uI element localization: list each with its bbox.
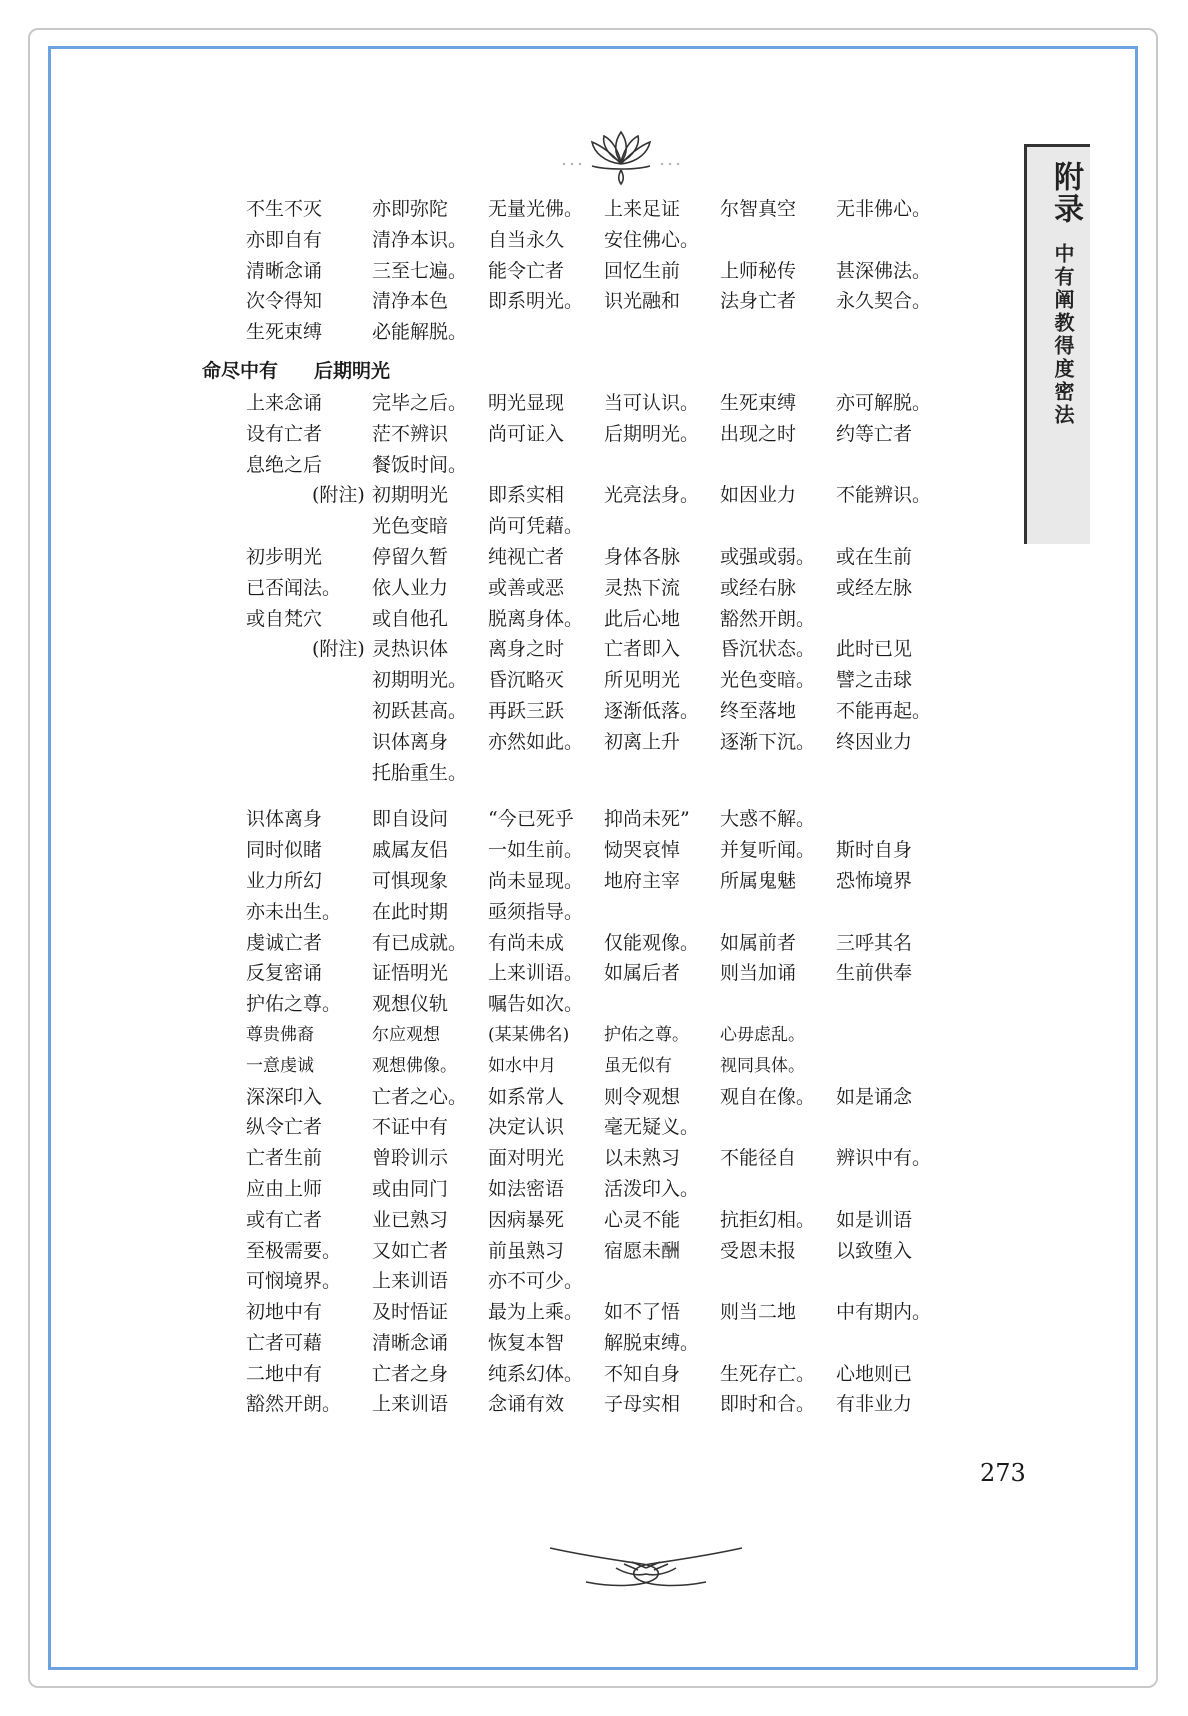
verse-line (202, 419, 1022, 450)
verse-phrase: 不知自身 (604, 1362, 681, 1385)
verse-phrase: 约等亡者 (836, 422, 913, 445)
verse-phrase: 昏沉状态。 (720, 638, 816, 661)
verse-phrase: 识体离身 (246, 808, 323, 831)
verse-phrase: 终因业力 (836, 730, 913, 753)
verse-phrase: 如不了悟 (604, 1301, 681, 1324)
annotation-label: (附注) (312, 638, 365, 661)
verse-line (202, 665, 1022, 696)
verse-phrase: 亡者可藉 (246, 1331, 323, 1354)
verse-phrase: 三呼其名 (836, 931, 913, 954)
verse-phrase: 豁然开朗。 (720, 607, 816, 630)
verse-phrase: 有非业力 (836, 1393, 913, 1416)
verse-phrase: 即时和合。 (720, 1393, 816, 1416)
verse-phrase: 子母实相 (604, 1393, 681, 1416)
verse-phrase: 初期明光 (372, 484, 449, 507)
verse-phrase: 识光融和 (604, 290, 681, 313)
verse-phrase: 则当加诵 (720, 962, 797, 985)
verse-phrase: 曾聆训示 (372, 1147, 449, 1170)
verse-phrase: 豁然开朗。 (246, 1393, 342, 1416)
verse-phrase: 安住佛心。 (604, 228, 700, 251)
verse-line (202, 1389, 1022, 1420)
verse-line (202, 897, 1022, 928)
verse-phrase: 恸哭哀悼 (604, 839, 681, 862)
verse-phrase: 如是训语 (836, 1208, 913, 1231)
verse-phrase: 纵令亡者 (246, 1116, 323, 1139)
chapter-subtitle: 中有阐教得度密法 (1051, 243, 1075, 427)
verse-phrase: 生前供奉 (836, 962, 913, 985)
verse-phrase: 心毋虑乱。 (720, 1024, 805, 1045)
verse-phrase: 戚属友侣 (372, 839, 449, 862)
verse-phrase: 恐怖境界 (836, 869, 913, 892)
page-number: 273 (980, 1459, 1026, 1487)
verse-phrase: 亡者生前 (246, 1147, 323, 1170)
verse-phrase: 尊贵佛裔 (246, 1024, 314, 1045)
verse-phrase: 不能辨识。 (836, 484, 932, 507)
verse-phrase: 纯系幻体。 (488, 1362, 584, 1385)
verse-phrase: 亦即弥陀 (372, 198, 449, 220)
verse-phrase: 托胎重生。 (372, 761, 468, 784)
verse-phrase: 譬之击球 (836, 669, 913, 692)
verse-phrase: 观自在像。 (720, 1085, 816, 1108)
verse-phrase: 上来足证 (604, 198, 681, 220)
verse-line (202, 1143, 1022, 1174)
verse-phrase: 尚可凭藉。 (488, 515, 584, 538)
verse-phrase: 上来训语 (372, 1393, 449, 1416)
verse-phrase: 餐饭时间。 (372, 453, 468, 476)
verse-phrase: 完毕之后。 (372, 391, 468, 414)
verse-phrase: 或在生前 (836, 545, 913, 568)
verse-line (202, 958, 1022, 989)
verse-phrase: 必能解脱。 (372, 321, 468, 344)
verse-phrase: 三至七遍。 (372, 259, 468, 282)
verse-phrase: 初地中有 (246, 1301, 323, 1324)
verse-line (202, 1297, 1022, 1328)
verse-line (202, 758, 1022, 789)
verse-phrase: 仅能观像。 (604, 931, 700, 954)
verse-phrase: 即系实相 (488, 484, 565, 507)
verse-phrase: 亡者之心。 (372, 1085, 468, 1108)
verse-line (202, 866, 1022, 897)
verse-line (202, 1236, 1022, 1267)
verse-phrase: 心灵不能 (604, 1208, 681, 1231)
verse-line (202, 1020, 1022, 1051)
verse-phrase: 即系明光。 (488, 290, 584, 313)
heading-part-2: 后期明光 (314, 359, 391, 382)
hands-ornament-icon (546, 1534, 746, 1594)
verse-phrase: (某某佛名) (488, 1024, 570, 1045)
verse-phrase: 及时悟证 (372, 1301, 449, 1324)
section-heading (202, 354, 1022, 388)
verse-line (202, 317, 1022, 348)
verse-phrase: 至极需要。 (246, 1239, 342, 1262)
verse-phrase: 此时已见 (836, 638, 913, 661)
verse-phrase: 有已成就。 (372, 931, 468, 954)
verse-phrase: 清净本识。 (372, 228, 468, 251)
verse-phrase: 证悟明光 (372, 962, 449, 985)
verse-phrase: 无非佛心。 (836, 198, 932, 220)
verse-phrase: 如是诵念 (836, 1085, 913, 1108)
verse-phrase: 亟须指导。 (488, 900, 584, 923)
verse-phrase: 则令观想 (604, 1085, 681, 1108)
verse-phrase: 上来念诵 (246, 391, 323, 414)
verse-phrase: 可惧现象 (372, 869, 449, 892)
verse-phrase: 息绝之后 (246, 453, 323, 476)
verse-phrase: 或自他孔 (372, 607, 449, 630)
verse-line (202, 989, 1022, 1020)
verse-phrase: 亡者之身 (372, 1362, 449, 1385)
verse-phrase: 最为上乘。 (488, 1301, 584, 1324)
verse-phrase: 视同具体。 (720, 1055, 805, 1076)
verse-phrase: 心地则已 (836, 1362, 913, 1385)
verse-phrase: 初步明光 (246, 545, 323, 568)
verse-phrase: 明光显现 (488, 391, 565, 414)
verse-phrase: 所见明光 (604, 669, 681, 692)
verse-phrase: 毫无疑义。 (604, 1116, 700, 1139)
verse-phrase: 如属前者 (720, 931, 797, 954)
verse-line (202, 1082, 1022, 1113)
verse-phrase: 业力所幻 (246, 869, 323, 892)
verse-phrase: 决定认识 (488, 1116, 565, 1139)
verse-phrase: 如属后者 (604, 962, 681, 985)
verse-phrase: 解脱束缚。 (604, 1331, 700, 1354)
verse-phrase: 或自梵穴 (246, 607, 323, 630)
verse-phrase: 同时似睹 (246, 839, 323, 862)
verse-phrase: 大惑不解。 (720, 808, 816, 831)
chapter-side-tab (1024, 144, 1090, 544)
verse-phrase: 有尚未成 (488, 931, 565, 954)
verse-line (202, 696, 1022, 727)
verse-phrase: 纯视亡者 (488, 545, 565, 568)
verse-phrase: 护佑之尊。 (246, 993, 342, 1016)
verse-phrase: 尚可证入 (488, 422, 565, 445)
verse-line (202, 256, 1022, 287)
verse-phrase: 出现之时 (720, 422, 797, 445)
verse-phrase: 以未熟习 (604, 1147, 681, 1170)
verse-phrase: 灵热下流 (604, 576, 681, 599)
verse-line (202, 1051, 1022, 1082)
verse-text (202, 194, 1022, 1420)
verse-phrase: 灵热识体 (372, 638, 449, 661)
verse-phrase: 以致堕入 (836, 1239, 913, 1262)
verse-line (202, 573, 1022, 604)
verse-phrase: 观想仪轨 (372, 993, 449, 1016)
verse-phrase: 亦可解脱。 (836, 391, 932, 414)
verse-phrase: 不能径自 (720, 1147, 797, 1170)
verse-line (202, 450, 1022, 481)
verse-phrase: 已否闻法。 (246, 576, 342, 599)
verse-phrase: 一意虔诚 (246, 1055, 314, 1076)
verse-phrase: 昏沉略灭 (488, 669, 565, 692)
verse-phrase: 终至落地 (720, 699, 797, 722)
verse-phrase: 光色变暗。 (720, 669, 816, 692)
verse-phrase: 尔应观想 (372, 1024, 440, 1045)
verse-phrase: 斯时自身 (836, 839, 913, 862)
verse-phrase: 当可认识。 (604, 391, 700, 414)
verse-phrase: 又如亡者 (372, 1239, 449, 1262)
verse-phrase: 二地中有 (246, 1362, 323, 1385)
verse-phrase: 亦即自有 (246, 228, 323, 251)
verse-line (202, 225, 1022, 256)
verse-section-2 (202, 388, 1022, 788)
verse-phrase: 或经左脉 (836, 576, 913, 599)
verse-phrase: 回忆生前 (604, 259, 681, 282)
verse-phrase: 亦不可少。 (488, 1270, 584, 1293)
verse-phrase: 或经右脉 (720, 576, 797, 599)
verse-phrase: 生死存亡。 (720, 1362, 816, 1385)
verse-phrase: 并复听闻。 (720, 839, 816, 862)
verse-phrase: 所属鬼魅 (720, 869, 797, 892)
verse-phrase: 抑尚未死” (604, 808, 690, 831)
verse-phrase: 能令亡者 (488, 259, 565, 282)
verse-phrase: 初离上升 (604, 730, 681, 753)
verse-phrase: 逐渐低落。 (604, 699, 700, 722)
verse-phrase: 法身亡者 (720, 290, 797, 313)
verse-phrase: 则当二地 (720, 1301, 797, 1324)
verse-phrase: 恢复本智 (488, 1331, 565, 1354)
verse-phrase: 虽无似有 (604, 1055, 672, 1076)
verse-phrase: 业已熟习 (372, 1208, 449, 1231)
verse-phrase: 上师秘传 (720, 259, 797, 282)
verse-phrase: 生死束缚 (246, 321, 323, 344)
verse-phrase: 虔诚亡者 (246, 931, 323, 954)
verse-phrase: 上来训语。 (488, 962, 584, 985)
verse-phrase: 尔智真空 (720, 198, 797, 220)
verse-phrase: 或有亡者 (246, 1208, 323, 1231)
verse-line (202, 1112, 1022, 1143)
annotation-label: (附注) (312, 484, 365, 507)
verse-line (202, 1205, 1022, 1236)
verse-line (202, 1359, 1022, 1390)
verse-phrase: “今已死乎 (488, 808, 574, 831)
verse-line (202, 1174, 1022, 1205)
verse-line (202, 388, 1022, 419)
verse-phrase: 上来训语 (372, 1270, 449, 1293)
verse-phrase: 反复密诵 (246, 962, 323, 985)
verse-phrase: 观想佛像。 (372, 1055, 457, 1076)
verse-phrase: 亡者即入 (604, 638, 681, 661)
verse-phrase: 初跃甚高。 (372, 699, 468, 722)
verse-phrase: 如法密语 (488, 1177, 565, 1200)
verse-phrase: 中有期内。 (836, 1301, 932, 1324)
verse-phrase: 清净本色 (372, 290, 449, 313)
verse-phrase: 设有亡者 (246, 422, 323, 445)
heading-part-1: 命尽中有 (202, 359, 279, 382)
verse-phrase: 自当永久 (488, 228, 565, 251)
verse-line (202, 194, 1022, 225)
verse-phrase: 亦未出生。 (246, 900, 342, 923)
lotus-ornament-icon (556, 126, 686, 186)
verse-phrase: 亦然如此。 (488, 730, 584, 753)
verse-phrase: 如因业力 (720, 484, 797, 507)
verse-phrase: 光色变暗 (372, 515, 449, 538)
verse-phrase: 或善或恶 (488, 576, 565, 599)
verse-phrase: 如水中月 (488, 1055, 556, 1076)
verse-phrase: 即自设问 (372, 808, 449, 831)
verse-phrase: 不生不灭 (246, 198, 323, 220)
verse-phrase: 如系常人 (488, 1085, 565, 1108)
verse-phrase: 永久契合。 (836, 290, 932, 313)
verse-phrase: 地府主宰 (604, 869, 681, 892)
verse-phrase: 初期明光。 (372, 669, 468, 692)
verse-phrase: 清晰念诵 (246, 259, 323, 282)
verse-line (202, 804, 1022, 835)
chapter-label: 附录 (1048, 161, 1083, 225)
verse-line (202, 634, 1022, 665)
verse-phrase: 次令得知 (246, 290, 323, 313)
verse-phrase: 脱离身体。 (488, 607, 584, 630)
verse-phrase: 抗拒幻相。 (720, 1208, 816, 1231)
verse-phrase: 停留久暂 (372, 545, 449, 568)
verse-line (202, 286, 1022, 317)
verse-line (202, 928, 1022, 959)
verse-phrase: 活泼印入。 (604, 1177, 700, 1200)
verse-phrase: 可悯境界。 (246, 1270, 342, 1293)
book-page (56, 54, 1130, 1662)
verse-phrase: 辨识中有。 (836, 1147, 932, 1170)
verse-phrase: 或强或弱。 (720, 545, 816, 568)
verse-phrase: 识体离身 (372, 730, 449, 753)
verse-phrase: 无量光佛。 (488, 198, 584, 220)
verse-phrase: 前虽熟习 (488, 1239, 565, 1262)
verse-phrase: 清晰念诵 (372, 1331, 449, 1354)
verse-phrase: 生死束缚 (720, 391, 797, 414)
verse-phrase: 甚深佛法。 (836, 259, 932, 282)
verse-line (202, 727, 1022, 758)
verse-phrase: 在此时期 (372, 900, 449, 923)
verse-section-1 (202, 194, 1022, 348)
verse-phrase: 不证中有 (372, 1116, 449, 1139)
verse-phrase: 离身之时 (488, 638, 565, 661)
verse-line (202, 1328, 1022, 1359)
verse-phrase: 应由上师 (246, 1177, 323, 1200)
verse-phrase: 依人业力 (372, 576, 449, 599)
verse-phrase: 因病暴死 (488, 1208, 565, 1231)
verse-phrase: 逐渐下沉。 (720, 730, 816, 753)
verse-line (202, 604, 1022, 635)
verse-phrase: 不能再起。 (836, 699, 932, 722)
verse-phrase: 面对明光 (488, 1147, 565, 1170)
verse-phrase: 或由同门 (372, 1177, 449, 1200)
verse-phrase: 深深印入 (246, 1085, 323, 1108)
verse-phrase: 光亮法身。 (604, 484, 700, 507)
verse-section-3 (202, 804, 1022, 1420)
verse-phrase: 护佑之尊。 (604, 1024, 689, 1045)
verse-phrase: 受恩未报 (720, 1239, 797, 1262)
verse-line (202, 1266, 1022, 1297)
verse-line (202, 542, 1022, 573)
verse-phrase: 茫不辨识 (372, 422, 449, 445)
verse-phrase: 尚未显现。 (488, 869, 584, 892)
verse-line (202, 835, 1022, 866)
verse-phrase: 嘱告如次。 (488, 993, 584, 1016)
verse-phrase: 后期明光。 (604, 422, 700, 445)
verse-phrase: 念诵有效 (488, 1393, 565, 1416)
verse-line (202, 480, 1022, 511)
verse-phrase: 一如生前。 (488, 839, 584, 862)
verse-phrase: 身体各脉 (604, 545, 681, 568)
verse-phrase: 再跃三跃 (488, 699, 565, 722)
verse-line (202, 511, 1022, 542)
verse-phrase: 此后心地 (604, 607, 681, 630)
verse-phrase: 宿愿未酬 (604, 1239, 681, 1262)
